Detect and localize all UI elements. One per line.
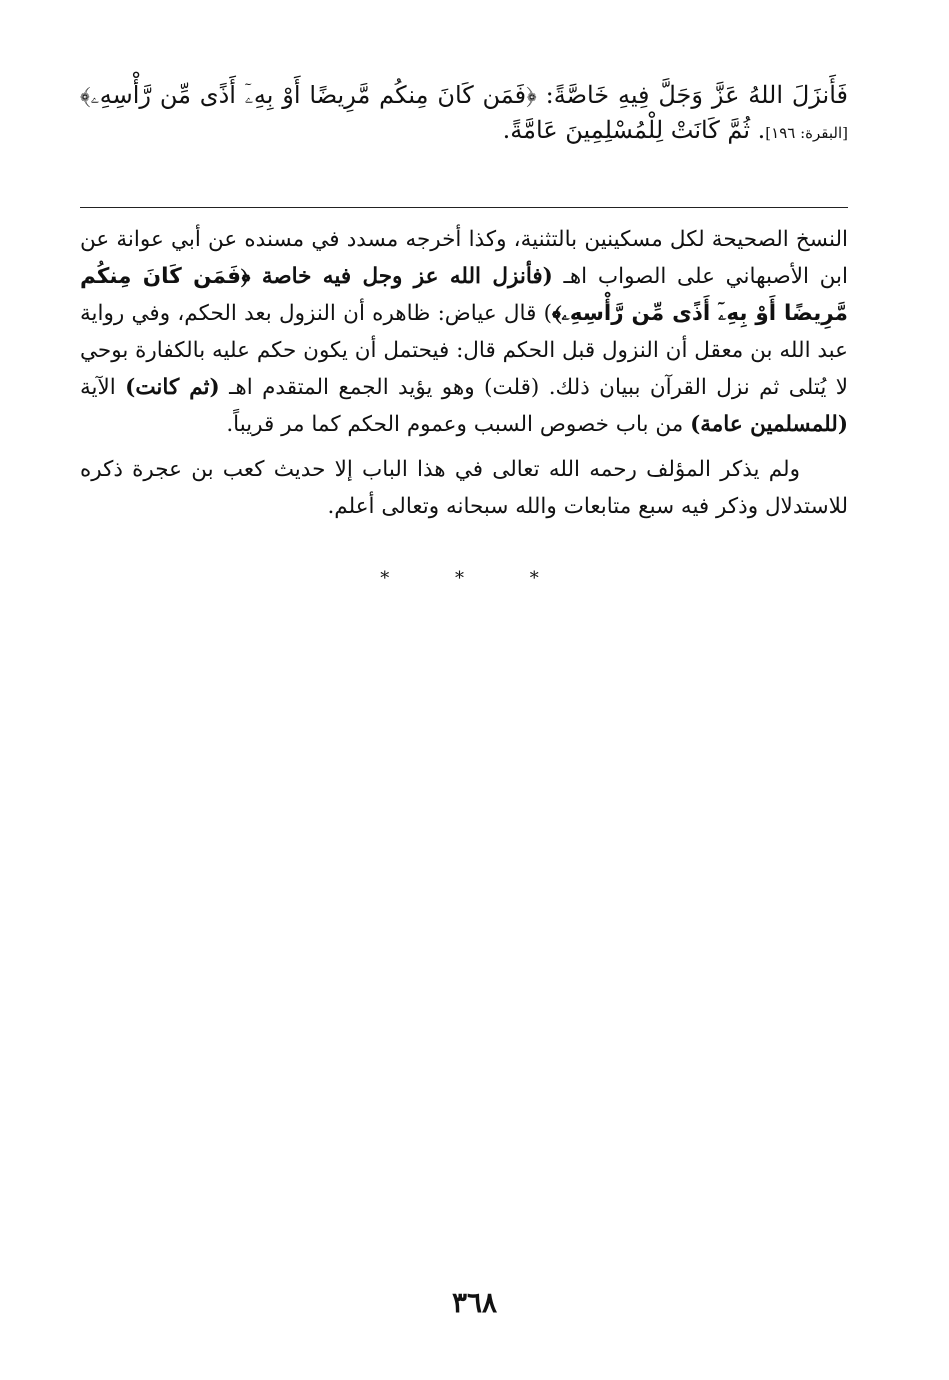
footnote-paragraph-1: [80, 222, 848, 444]
footnote-quran-verse: ﴿فَمَن كَانَ مِنكُم مَّرِيضًا أَوْ بِهِۦٓ أَذًى مِّن رَّأْسِهِۦ﴾: [80, 263, 848, 326]
footnote-text: النسخ الصحيحة لكل مسكينين بالتثنية، وكذا أخرجه مسدد في مسنده عن أبي عوانة عن ابن الأصبهاني على الصواب اهـ: [80, 227, 848, 289]
main-text-intro: فَأَنزَلَ اللهُ عَزَّ وَجَلَّ فِيهِ خَاصَّةً:: [536, 81, 849, 109]
footnote-bold-phrase: (ثم كانت): [125, 374, 220, 400]
section-separator: * * *: [380, 568, 569, 589]
footnote-paragraph-2: ولم يذكر المؤلف رحمه الله تعالى في هذا الباب إلا حديث كعب بن عجرة ذكره للاستدلال وذكر فيه سبع متابعات والله سبحانه وتعالى أعلم.: [80, 456, 848, 519]
footnote-text: ) قال عياض: ظاهره أن النزول بعد الحكم، وفي رواية عبد الله بن معقل أن النزول قبل الحكم قال: فيحتمل أن يكون حكم عليه بالكفارة بوحي لا يُتلى ثم نزل القرآن ببيان ذلك. (قلت) وهو يؤيد الجمع المتقدم اهـ: [80, 300, 848, 400]
footnote-text: من باب خصوص السبب وعموم الحكم كما مر قريباً.: [226, 411, 691, 437]
footnote-text: الآية: [80, 374, 126, 400]
verse-reference: [البقرة: ١٩٦]: [765, 123, 848, 142]
footnote-section: [80, 222, 848, 526]
page-number: ٣٦٨: [451, 1286, 498, 1319]
footnote-bold-phrase: (فأنزل الله عز وجل فيه خاصة: [250, 263, 553, 289]
main-text: [80, 78, 848, 148]
main-text-conclusion: . ثُمَّ كَانَتْ لِلْمُسْلِمِينَ عَامَّةً.: [502, 115, 766, 144]
quran-verse: ﴿فَمَن كَانَ مِنكُم مَّرِيضًا أَوْ بِهِۦٓ أَذًى مِّن رَّأْسِهِۦ﴾: [80, 81, 537, 109]
footnote-divider: [80, 207, 848, 208]
footnote-bold-phrase: (للمسلمين عامة): [690, 411, 848, 437]
